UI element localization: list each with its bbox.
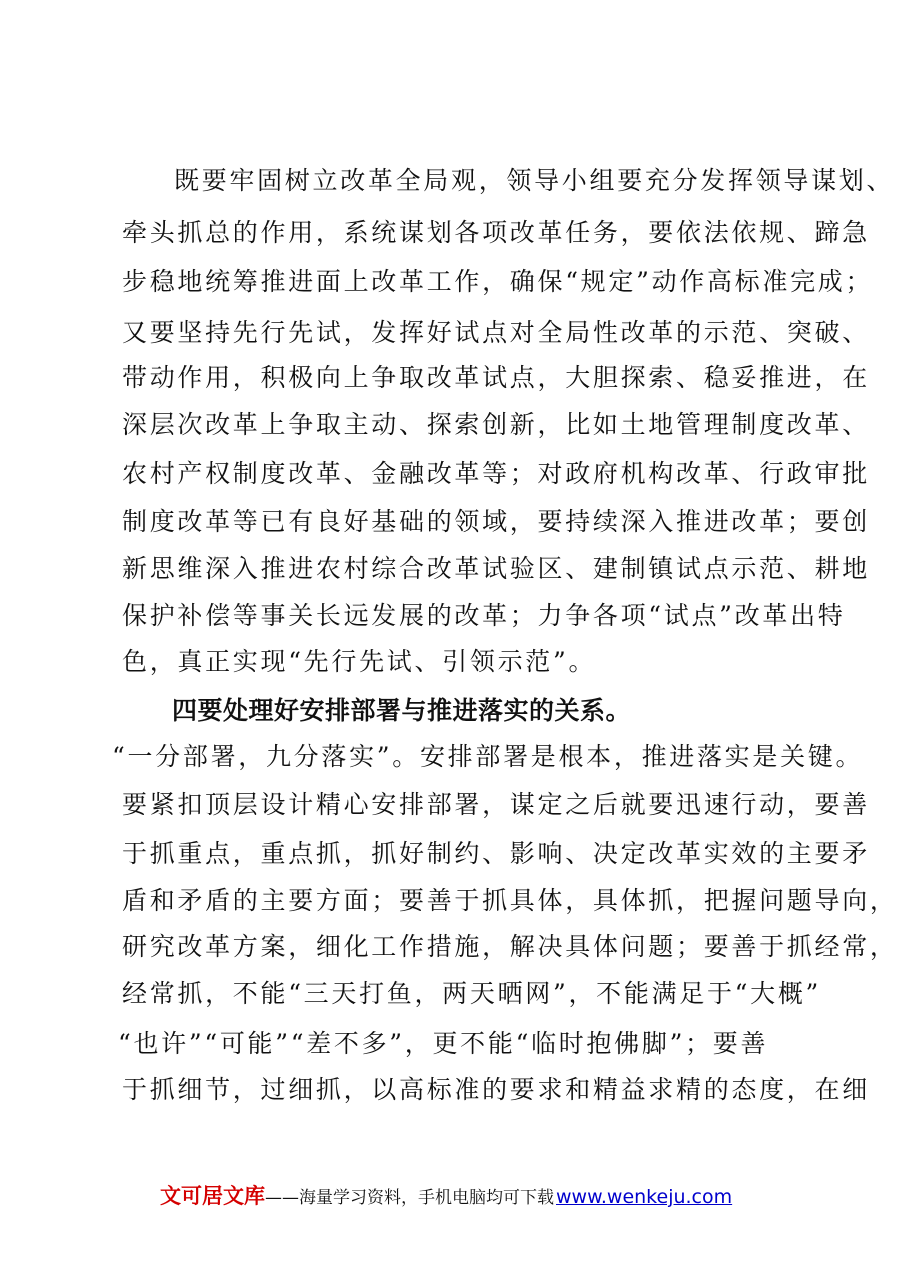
paragraph-line: 保护补偿等事关长远发展的改革；力争各项“试点”改革出特 — [122, 601, 846, 630]
paragraph-line: 经常抓，不能“三天打鱼，两天晒网”，不能满足于“大概” — [122, 979, 822, 1008]
paragraph-line: 步稳地统筹推进面上改革工作，确保“规定”动作高标准完成； — [122, 267, 874, 296]
paragraph-line: 农村产权制度改革、金融改革等；对政府机构改革、行政审批 — [122, 459, 870, 488]
paragraph-line: 既要牢固树立改革全局观，领导小组要充分发挥领导谋划、 — [174, 166, 895, 195]
paragraph-line: 色，真正实现“先行先试、引领示范”。 — [122, 647, 597, 676]
paragraph-line: “也许”“可能”“差不多”，更不能“临时抱佛脚”；要善 — [118, 1029, 769, 1058]
section-heading: 四要处理好安排部署与推进落实的关系。 — [172, 696, 632, 725]
paragraph-line: 牵头抓总的作用，系统谋划各项改革任务，要依法依规、蹄急 — [122, 218, 870, 247]
paragraph-line: 深层次改革上争取主动、探索创新，比如土地管理制度改革、 — [122, 410, 870, 439]
paragraph-line: 又要坚持先行先试，发挥好试点对全局性改革的示范、突破、 — [122, 318, 870, 347]
paragraph-line: 盾和矛盾的主要方面；要善于抓具体，具体抓，把握问题导向， — [122, 886, 898, 915]
paragraph-line: “一分部署，九分落实”。安排部署是根本，推进落实是关键。 — [112, 742, 864, 771]
paragraph-line: 制度改革等已有良好基础的领域，要持续深入推进改革；要创 — [122, 507, 870, 536]
paragraph-line: 要紧扣顶层设计精心安排部署，谋定之后就要迅速行动，要善 — [122, 790, 870, 819]
paragraph-line: 研究改革方案，细化工作措施，解决具体问题；要善于抓经常， — [122, 932, 898, 961]
footer-tagline: ——海量学习资料，手机电脑均可下载 — [265, 1188, 554, 1208]
footer-banner — [160, 1181, 732, 1211]
paragraph-line: 新思维深入推进农村综合改革试验区、建制镇试点示范、耕地 — [122, 554, 870, 583]
footer-brand: 文可居文库 — [160, 1184, 265, 1208]
paragraph-line: 于抓细节，过细抓，以高标准的要求和精益求精的态度，在细 — [122, 1075, 870, 1104]
footer-url-link[interactable]: www.wenkeju.com — [556, 1186, 733, 1208]
paragraph-line: 于抓重点，重点抓，抓好制约、影响、决定改革实效的主要矛 — [122, 839, 870, 868]
paragraph-line: 带动作用，积极向上争取改革试点，大胆探索、稳妥推进，在 — [122, 363, 870, 392]
